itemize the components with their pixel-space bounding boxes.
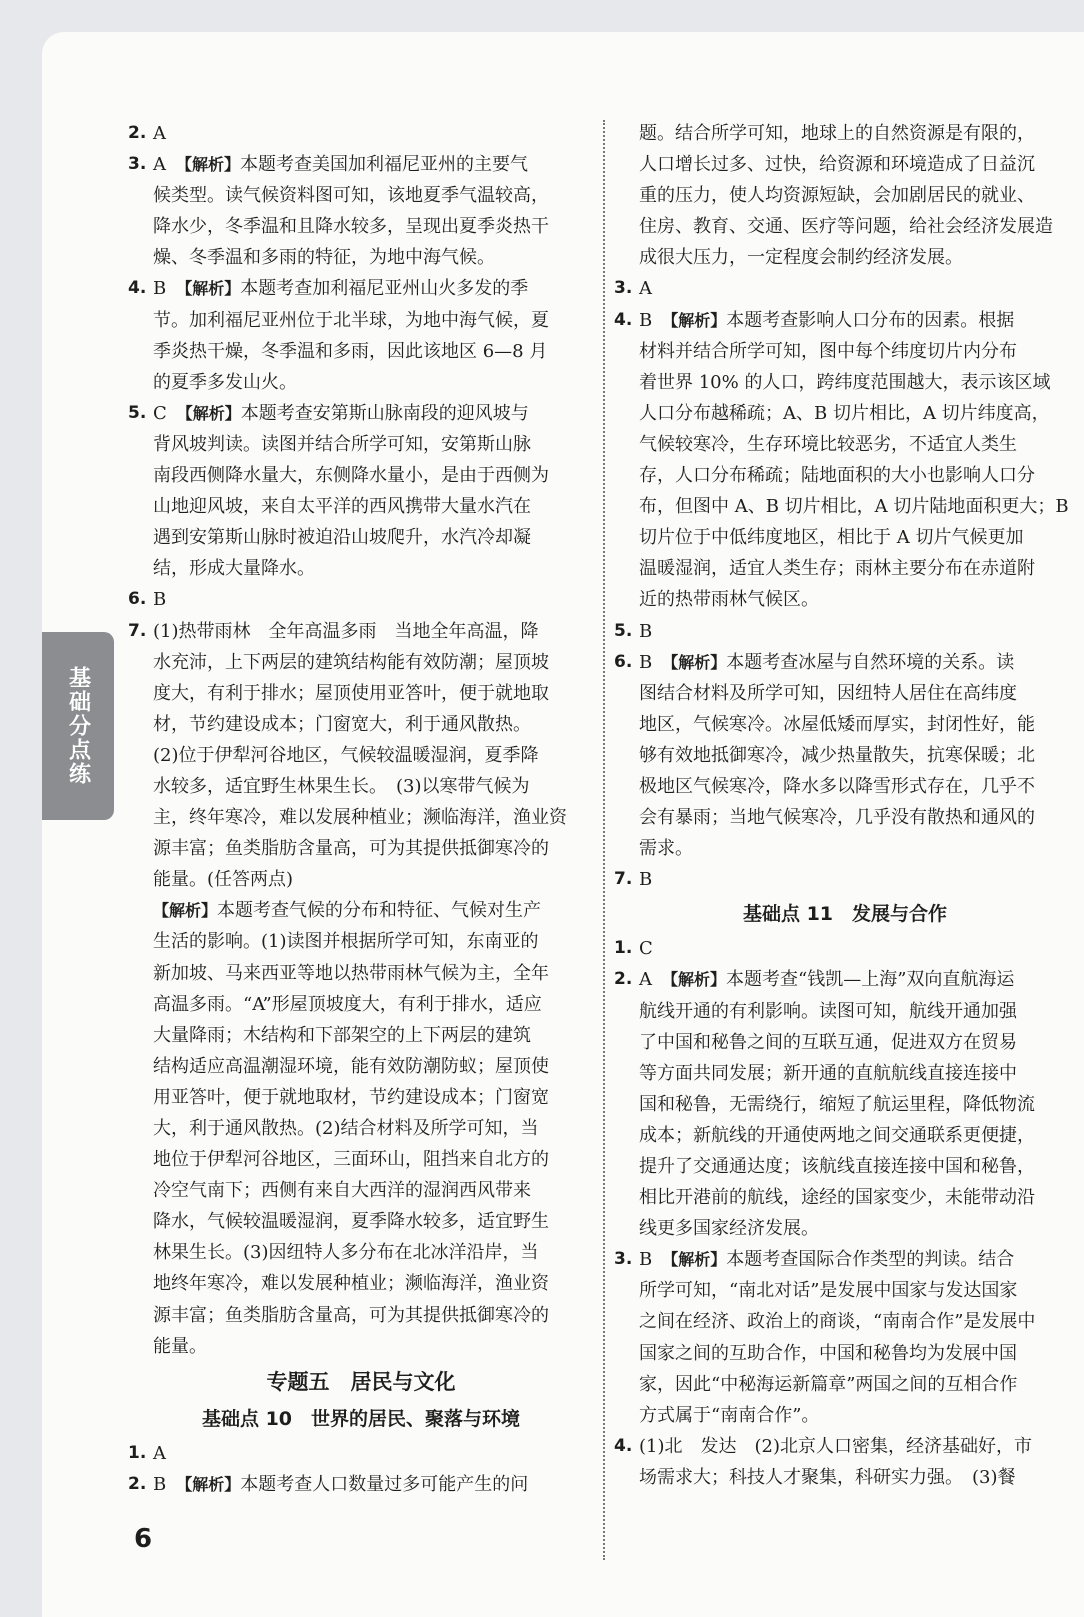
text-line: 高温多雨。“A”形屋顶坡度大，有利于排水，适应 [153,993,542,1015]
text-line: 家，因此“中秘海运新篇章”两国之间的互相合作 [639,1373,1018,1395]
text-line: 山地迎风坡，来自太平洋的西风携带大量水汽在 [153,496,531,518]
text-line: 候类型。读气候资料图可知，该地夏季气温较高， [153,185,549,207]
text-line: 能量。 [153,1335,207,1357]
answer-choice: B [639,869,653,891]
text-line: 材料并结合所学可知，图中每个纬度切片内分布 [639,340,1017,362]
question-number: 1. [128,1442,147,1463]
question-number: 3. [614,1249,633,1270]
text-line: 本题考查“钱凯—上海”双向直航海运 [726,969,1015,991]
answer-item [614,964,1076,1244]
text-line: 本题考查美国加利福尼亚州的主要气 [240,154,529,176]
answer-item [128,584,594,615]
left-column [128,118,594,1500]
answer-item [614,616,1076,647]
question-number: 7. [614,869,633,890]
answer-page [42,32,1084,1617]
text-line: (1)热带雨林 全年高温多雨 当地全年高温，降 [153,620,539,642]
answer-item [614,1244,1076,1431]
side-tab [42,632,114,820]
text-line: 结构适应高温潮湿环境，能有效防潮防蚁；屋顶使 [153,1055,549,1077]
text-line: 燥、冬季温和多雨的特征，为地中海气候。 [153,247,495,269]
analysis-tag: 【解析】 [153,901,218,921]
analysis-tag: 【解析】 [176,1474,241,1494]
section-heading: 基础点 11 发展与合作 [742,903,948,926]
answer-choice: B [153,589,167,611]
text-line: 降水，气候较温暖湿润，夏季降水较多，适宜野生 [153,1211,549,1233]
text-line: 等方面共同发展；新开通的直航航线直接连接中 [639,1062,1017,1084]
answer-choice: A [639,278,652,300]
answer-continuation [614,118,1076,273]
text-line: 图结合材料及所学可知，因纽特人居住在高纬度 [639,682,1017,704]
text-line: 降水少，冬季温和且降水较多，呈现出夏季炎热干 [153,216,549,238]
text-line: 布，但图中 A、B 切片相比，A 切片陆地面积更大；B [639,496,1069,518]
question-number: 6. [614,651,633,672]
analysis-tag: 【解析】 [176,155,241,175]
analysis-tag: 【解析】 [662,652,727,672]
answer-item [614,305,1076,616]
column-divider [603,120,605,1560]
answer-choice: B [639,651,653,673]
section-heading: 基础点 10 世界的居民、聚落与环境 [201,1407,521,1430]
text-line: 人口分布越稀疏；A、B 切片相比，A 切片纬度高， [639,402,1050,424]
text-line: 提升了交通通达度；该航线直接连接中国和秘鲁， [639,1156,1035,1177]
text-line: 极地区气候寒冷，降水多以降雪形式存在，几乎不 [639,775,1035,797]
topic-heading: 专题五 居民与文化 [266,1369,456,1394]
question-number: 4. [128,278,147,299]
answer-choice: A [153,1442,166,1464]
text-line: 林果生长。(3)因纽特人多分布在北冰洋沿岸，当 [153,1242,539,1264]
text-line: (2)位于伊犁河谷地区，气候较温暖湿润，夏季降 [153,744,539,766]
text-line: 着世界 10% 的人口，跨纬度范围越大，表示该区域 [639,371,1051,393]
question-number: 1. [614,938,633,959]
text-line: 新加坡、马来西亚等地以热带雨林气候为主，全年 [153,962,549,984]
text-line: 需求。 [639,838,693,860]
text-line: 人口增长过多、过快，给资源和环境造成了日益沉 [639,154,1035,176]
text-line: 水较多，适宜野生林果生长。 (3)以寒带气候为 [153,775,530,797]
text-line: 成本；新航线的开通使两地之间交通联系更便捷， [639,1124,1035,1146]
answer-item [128,1438,594,1469]
text-line: 了中国和秘鲁之间的互联互通，促进双方在贸易 [639,1031,1017,1053]
text-line: 够有效地抵御寒冷，减少热量散失，抗寒保暖；北 [639,744,1035,766]
text-line: 本题考查影响人口分布的因素。根据 [726,309,1015,331]
text-line: 会有暴雨；当地气候寒冷，几乎没有散热和通风的 [639,807,1035,829]
text-line: 本题考查冰屋与自然环境的关系。读 [726,651,1015,673]
text-line: 之间在经济、政治上的商谈，“南南合作”是发展中 [639,1311,1036,1333]
text-line: 材，节约建设成本；门窗宽大，利于通风散热。 [153,713,531,735]
answer-choice: A [639,969,652,991]
answer-choice: B [639,1249,653,1271]
answer-continuation [128,647,594,1362]
text-line: 所学可知，“南北对话”是发展中国家与发达国家 [639,1280,1018,1302]
text-line: 能量。(任答两点) [153,869,294,891]
text-line: 本题考查气候的分布和特征、气候对生产 [217,900,542,922]
text-line: 近的热带雨林气候区。 [639,589,819,611]
text-line: 相比开港前的航线，途经的国家变少，未能带动沿 [639,1187,1035,1209]
answer-choice: C [153,402,167,424]
text-line: 国家之间的互助合作，中国和秘鲁均为发展中国 [639,1342,1017,1364]
text-line: 本题考查安第斯山脉南段的迎风坡与 [240,402,529,424]
text-line: 源丰富；鱼类脂肪含量高，可为其提供抵御寒冷的 [153,1304,549,1326]
answer-choice: B [153,278,167,300]
text-line: 住房、教育、交通、医疗等问题，给社会经济发展造 [639,216,1053,238]
text-line: 生活的影响。(1)读图并根据所学可知，东南亚的 [153,931,539,953]
answer-item [128,149,594,273]
question-number: 4. [614,1435,633,1456]
text-line: 存，人口分布稀疏；陆地面积的大小也影响人口分 [639,465,1035,487]
question-number: 6. [128,589,147,610]
text-line: 地位于伊犁河谷地区，三面环山，阻挡来自北方的 [153,1149,549,1171]
text-line: 方式属于“南南合作”。 [639,1404,820,1426]
answer-item [128,616,594,647]
answer-item [128,398,594,585]
text-line: 南段西侧降水量大，东侧降水量小，是由于西侧为 [153,465,549,487]
answer-choice: A [153,154,166,176]
question-number: 7. [128,620,147,641]
text-line: 题。结合所学可知，地球上的自然资源是有限的， [639,123,1035,144]
text-line: 本题考查加利福尼亚州山火多发的季 [240,278,529,300]
answer-item [614,273,1076,304]
answer-item [128,118,594,149]
text-line: 结，形成大量降水。 [153,558,315,580]
analysis-tag: 【解析】 [176,279,241,299]
question-number: 2. [128,123,147,143]
answer-item [614,1431,1076,1493]
text-line: 大量降雨；木结构和下部架空的上下两层的建筑 [153,1024,531,1046]
question-number: 3. [128,154,147,175]
right-column [614,118,1076,1493]
text-line: 的夏季多发山火。 [153,371,297,393]
text-line: 气候较寒冷，生存环境比较恶劣，不适宜人类生 [639,433,1017,455]
text-line: 大，利于通风散热。(2)结合材料及所学可知，当 [153,1118,539,1139]
answer-choice: A [153,123,166,144]
answer-item [614,933,1076,964]
analysis-tag: 【解析】 [176,403,241,423]
text-line: 主，终年寒冷，难以发展种植业；濒临海洋，渔业资 [153,807,567,829]
side-tab-label: 基础分点练 [65,666,91,786]
text-line: 重的压力，使人均资源短缺，会加剧居民的就业、 [639,185,1035,207]
text-line: 背风坡判读。读图并结合所学可知，安第斯山脉 [153,433,531,455]
text-line: 水充沛，上下两层的建筑结构能有效防潮；屋顶坡 [153,651,549,673]
text-line: 冷空气南下；西侧有来自大西洋的湿润西风带来 [153,1180,531,1202]
text-line: 国和秘鲁，无需绕行，缩短了航运里程，降低物流 [639,1093,1035,1115]
text-line: 度大，有利于排水；屋顶使用亚答叶，便于就地取 [153,682,549,704]
answer-choice: C [639,938,653,960]
text-line: 线更多国家经济发展。 [639,1218,819,1240]
analysis-tag: 【解析】 [662,970,727,990]
answer-item [614,864,1076,895]
analysis-tag: 【解析】 [662,1250,727,1270]
text-line: 成很大压力，一定程度会制约经济发展。 [639,247,963,269]
text-line: (1)北 发达 (2)北京人口密集，经济基础好，市 [639,1435,1032,1457]
analysis-tag: 【解析】 [662,310,727,330]
text-line: 场需求大；科技人才聚集，科研实力强。 (3)餐 [639,1466,1016,1488]
answer-item [614,647,1076,865]
text-line: 本题考查人口数量过多可能产生的问 [240,1473,529,1495]
text-line: 温暖湿润，适宜人类生存；雨林主要分布在赤道附 [639,558,1035,580]
text-line: 用亚答叶，便于就地取材，节约建设成本；门窗宽 [153,1086,549,1108]
text-line: 航线开通的有利影响。读图可知，航线开通加强 [639,1000,1017,1022]
question-number: 5. [614,620,633,641]
text-line: 季炎热干燥，冬季温和多雨，因此该地区 6—8 月 [153,340,548,362]
question-number: 4. [614,309,633,330]
question-number: 2. [614,969,633,990]
text-line: 切片位于中低纬度地区，相比于 A 切片气候更加 [639,527,1024,549]
question-number: 3. [614,278,633,299]
answer-choice: B [639,309,653,331]
page-number: 6 [134,1524,153,1554]
text-line: 本题考查国际合作类型的判读。结合 [726,1249,1015,1271]
text-line: 源丰富；鱼类脂肪含量高，可为其提供抵御寒冷的 [153,838,549,860]
answer-choice: B [639,620,653,642]
text-line: 遇到安第斯山脉时被迫沿山坡爬升，水汽冷却凝 [153,527,531,549]
question-number: 5. [128,402,147,423]
answer-choice: B [153,1473,167,1495]
text-line: 地区，气候寒冷。冰屋低矮而厚实，封闭性好，能 [639,713,1035,735]
text-line: 节。加利福尼亚州位于北半球，为地中海气候，夏 [153,309,549,331]
text-line: 地终年寒冷，难以发展种植业；濒临海洋，渔业资 [153,1273,549,1295]
question-number: 2. [128,1473,147,1494]
answer-item [128,273,594,397]
answer-item [128,1469,594,1500]
